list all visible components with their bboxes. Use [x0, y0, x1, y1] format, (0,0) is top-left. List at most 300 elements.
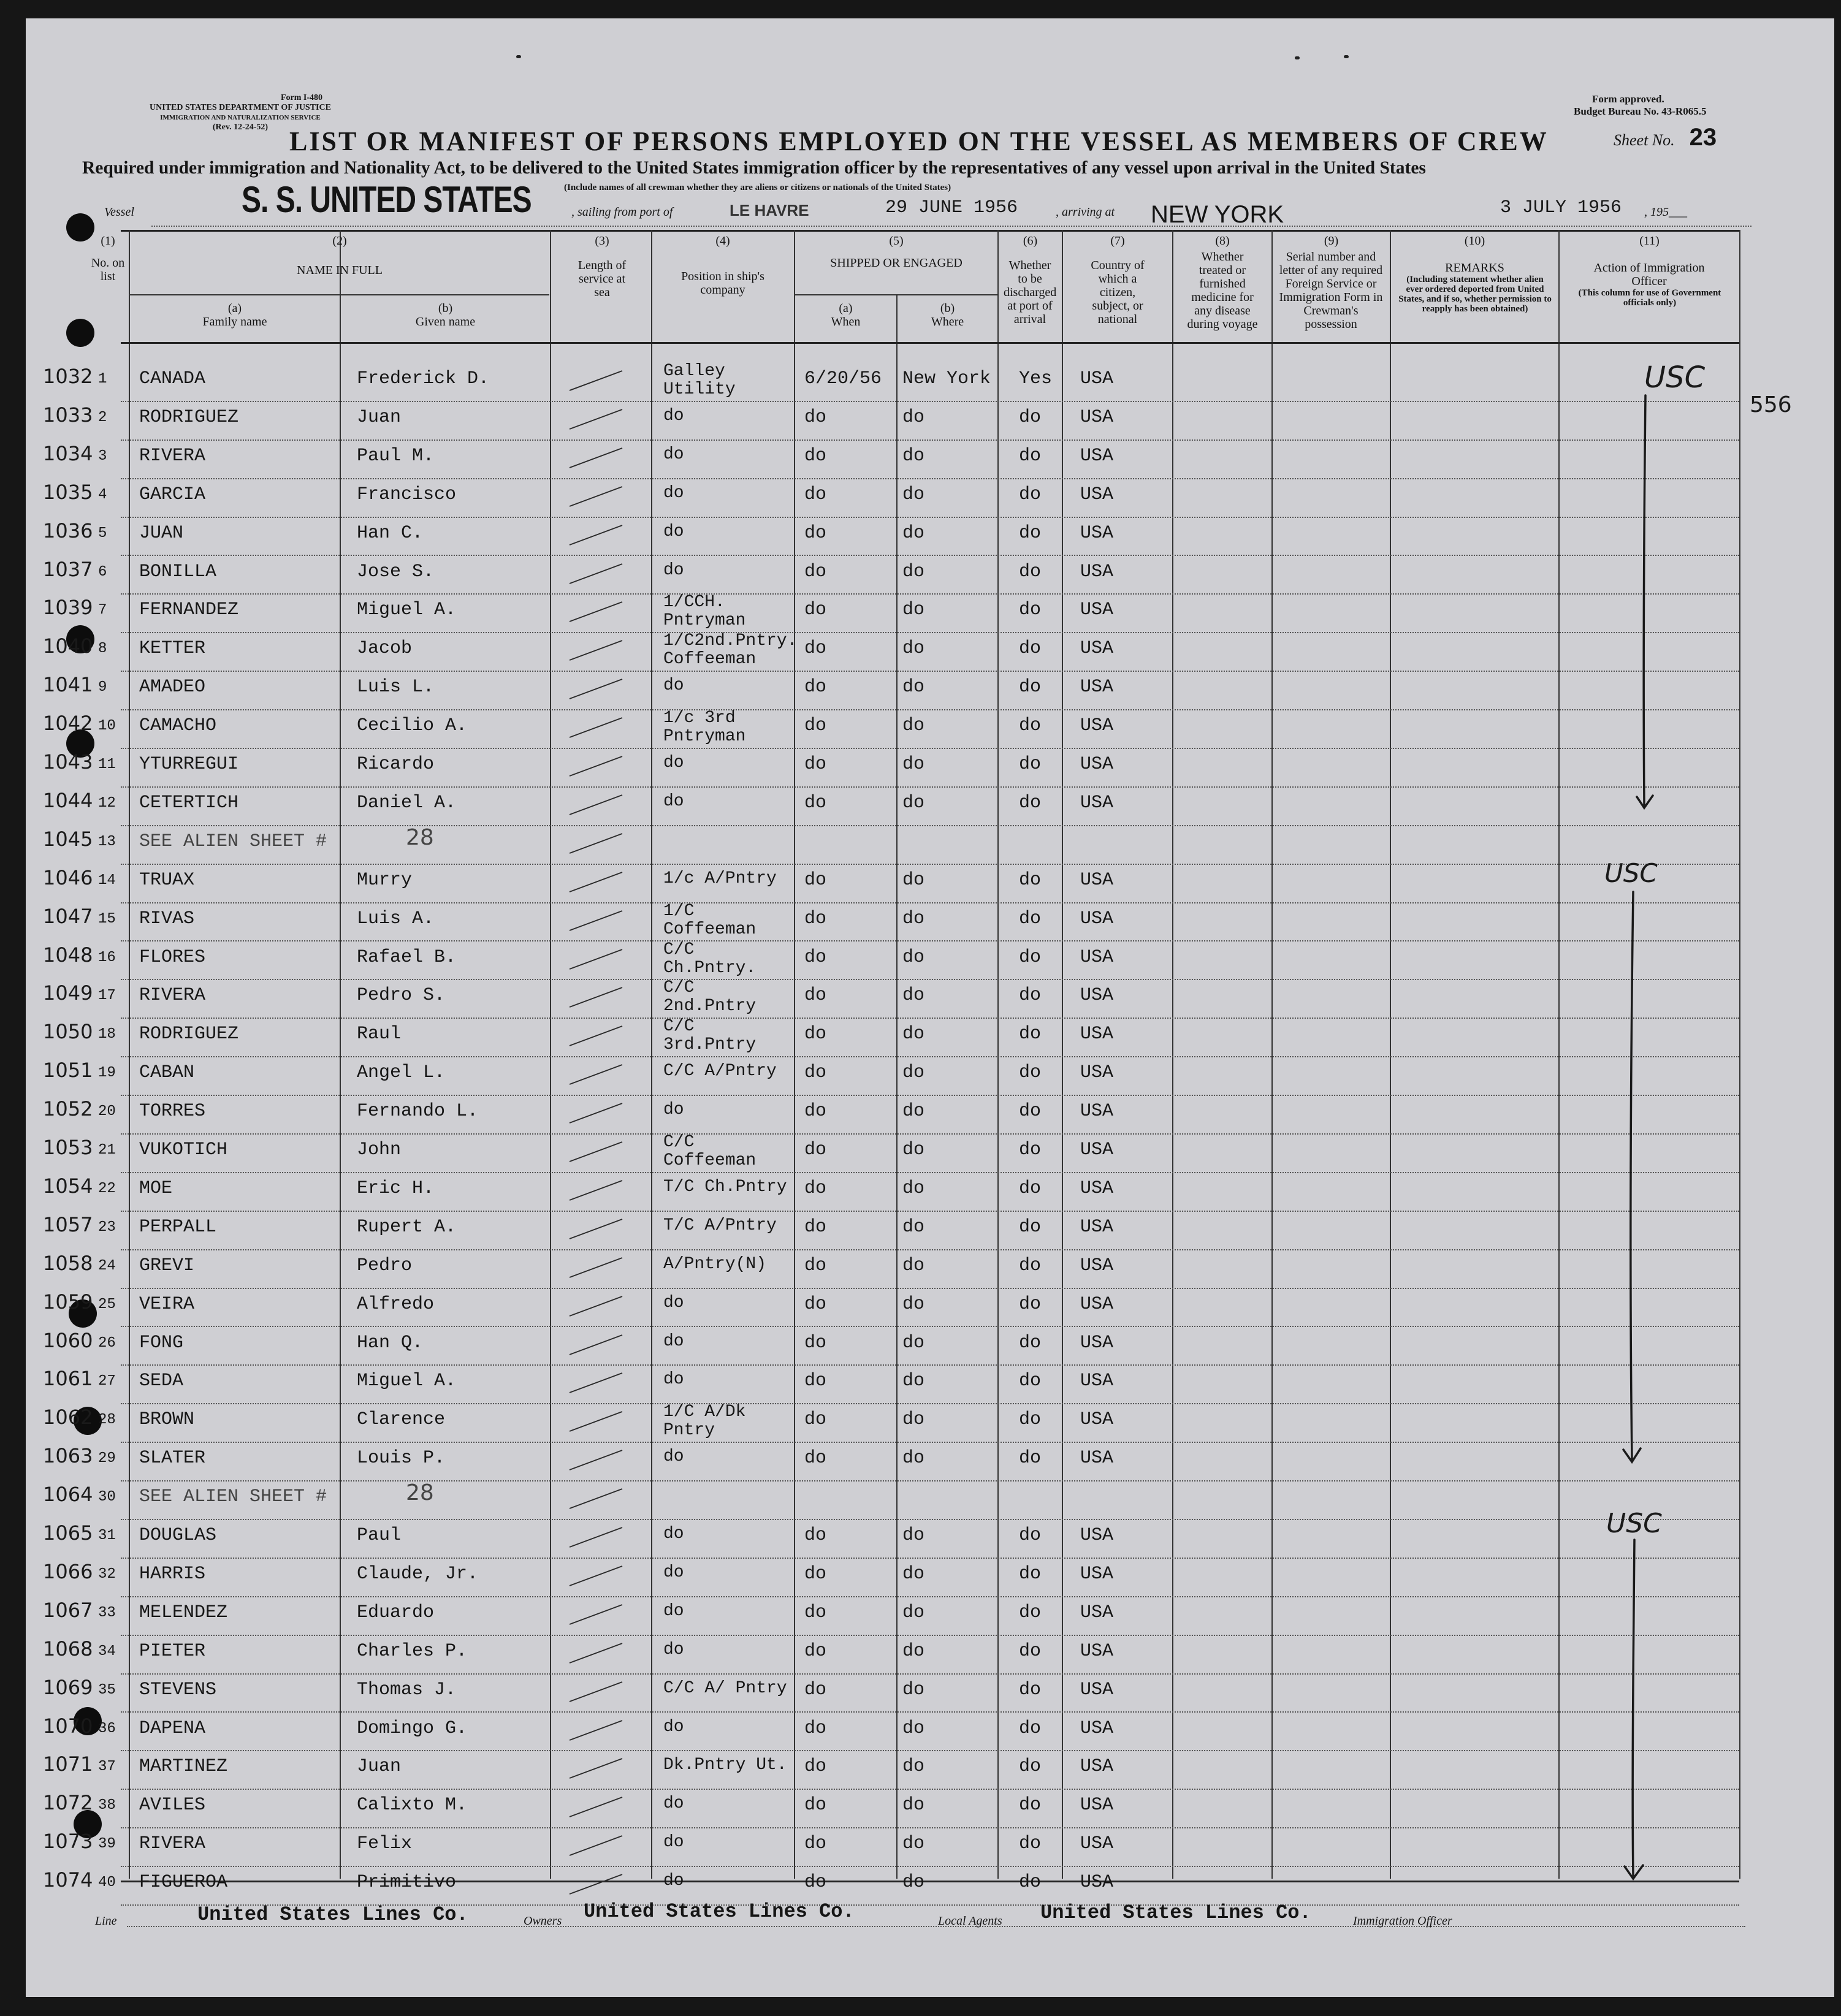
- row-divider: [121, 940, 1739, 941]
- shipped-where: do: [902, 1563, 925, 1584]
- handwritten-list-number: 1071: [43, 1752, 93, 1776]
- shipped-where: do: [902, 1602, 925, 1623]
- row-divider: [121, 1326, 1739, 1327]
- table-row: [26, 1402, 1834, 1444]
- header-col5: [795, 234, 997, 270]
- handwritten-list-number: 1037: [43, 557, 93, 581]
- row-divider: [121, 1635, 1739, 1636]
- shipped-where: do: [902, 985, 925, 1006]
- header-col2-label: NAME IN FULL: [297, 264, 383, 277]
- row-divider: [121, 478, 1739, 479]
- table-row: [26, 558, 1834, 596]
- length-of-service-slash: [562, 561, 630, 586]
- position: C/C Coffeeman: [663, 1133, 757, 1170]
- given-name: Juan: [357, 1756, 402, 1778]
- length-of-service-slash: [562, 1795, 630, 1819]
- given-name: Thomas J.: [357, 1679, 457, 1700]
- row-divider: [121, 1095, 1739, 1096]
- list-number: 5: [98, 525, 107, 542]
- table-row: [26, 901, 1834, 943]
- shipped-when: do: [804, 1139, 827, 1160]
- row-divider: [121, 902, 1739, 903]
- country: USA: [1080, 1216, 1114, 1238]
- department-name: UNITED STATES DEPARTMENT OF JUSTICE: [150, 103, 331, 112]
- handwritten-list-number: 1060: [43, 1328, 93, 1352]
- row-divider: [121, 786, 1739, 788]
- country: USA: [1080, 1525, 1114, 1546]
- header-col3-num: (3): [595, 234, 609, 248]
- length-of-service-slash: [562, 1062, 630, 1087]
- position: do: [663, 483, 684, 503]
- row-divider: [121, 517, 1739, 518]
- shipped-when: do: [804, 1679, 827, 1700]
- budget-bureau-no: Budget Bureau No. 43-R065.5: [1574, 105, 1707, 117]
- row-divider: [121, 979, 1739, 980]
- position: do: [663, 1100, 684, 1120]
- family-name: JUAN: [139, 522, 184, 544]
- country: USA: [1080, 1756, 1114, 1778]
- country: USA: [1080, 1024, 1114, 1045]
- shipped-where: do: [902, 1177, 925, 1199]
- header-col2-num: (2): [332, 234, 347, 248]
- country: USA: [1080, 1177, 1114, 1199]
- position: do: [663, 1601, 684, 1621]
- shipped-when: do: [804, 985, 827, 1006]
- shipped-when: do: [804, 1177, 827, 1199]
- family-name: STEVENS: [139, 1679, 217, 1700]
- header-col2a-label: Family name: [202, 315, 267, 329]
- discharged: do: [1019, 1409, 1042, 1431]
- family-name: AMADEO: [139, 677, 206, 698]
- family-name: RIVERA: [139, 445, 206, 466]
- shipped-when: do: [804, 1409, 827, 1431]
- country: USA: [1080, 1332, 1114, 1353]
- shipped-when: do: [804, 1563, 827, 1584]
- officer-mark: USC: [1644, 360, 1706, 395]
- discharged: do: [1019, 1602, 1042, 1623]
- shipped-where: do: [902, 1409, 925, 1431]
- header-col2: [130, 234, 549, 277]
- discharged: Yes: [1019, 368, 1053, 389]
- position: do: [663, 1833, 684, 1852]
- header-col10-label: REMARKS: [1445, 261, 1504, 275]
- list-number: 21: [98, 1142, 116, 1158]
- discharged: do: [1019, 1139, 1042, 1160]
- given-name: Luis A.: [357, 908, 435, 929]
- discharged: do: [1019, 1795, 1042, 1816]
- given-name: Cecilio A.: [357, 715, 468, 737]
- given-name: Daniel A.: [357, 792, 457, 813]
- given-name: Charles P.: [357, 1640, 468, 1662]
- shipped-when: do: [804, 484, 827, 505]
- discharged: do: [1019, 484, 1042, 505]
- header-col5-label: SHIPPED OR ENGAGED: [830, 256, 962, 270]
- header-col10-note: (Including statement whether alien ever ordered deported from United States, and if so, whether permission to reapply has been obtained): [1398, 275, 1552, 314]
- family-name: KETTER: [139, 638, 206, 660]
- row-divider: [121, 1364, 1739, 1366]
- country: USA: [1080, 1679, 1114, 1700]
- row-divider: [121, 1442, 1739, 1443]
- handwritten-list-number: 1047: [43, 904, 93, 928]
- given-name: Domingo G.: [357, 1717, 468, 1739]
- shipped-when: do: [804, 1872, 827, 1893]
- length-of-service-slash: [562, 1679, 630, 1704]
- given-name: Calixto M.: [357, 1795, 468, 1816]
- family-name: CANADA: [139, 368, 206, 389]
- length-of-service-slash: [562, 947, 630, 972]
- country: USA: [1080, 1139, 1114, 1160]
- row-divider: [121, 1558, 1739, 1559]
- table-row: [26, 1017, 1834, 1059]
- discharged: do: [1019, 1563, 1042, 1584]
- discharged: do: [1019, 522, 1042, 544]
- handwritten-list-number: 1058: [43, 1251, 93, 1275]
- country: USA: [1080, 1640, 1114, 1662]
- family-name: RIVAS: [139, 908, 195, 929]
- family-name: RODRIGUEZ: [139, 406, 239, 428]
- position: 1/c 3rd Pntryman: [663, 709, 746, 747]
- table-row: [26, 1174, 1834, 1213]
- length-of-service-slash: [562, 1448, 630, 1472]
- handwritten-list-number: 1064: [43, 1483, 93, 1507]
- discharged: do: [1019, 1448, 1042, 1469]
- position: C/C Ch.Pntry.: [663, 940, 757, 978]
- sheet-number: 23: [1689, 124, 1717, 151]
- family-name: GARCIA: [139, 484, 206, 505]
- discharged: do: [1019, 561, 1042, 582]
- length-of-service-slash: [562, 1024, 630, 1048]
- family-name: PIETER: [139, 1640, 206, 1662]
- list-number: 34: [98, 1643, 116, 1660]
- handwritten-list-number: 1043: [43, 750, 93, 774]
- table-row: [26, 1714, 1834, 1753]
- list-number: 19: [98, 1065, 116, 1082]
- country: USA: [1080, 715, 1114, 737]
- position: 1/C A/Dk Pntry: [663, 1402, 746, 1440]
- handwritten-list-number: 1066: [43, 1559, 93, 1583]
- row-divider: [121, 709, 1739, 710]
- table-row: [26, 940, 1834, 982]
- shipped-when: do: [804, 754, 827, 775]
- family-name: BONILLA: [139, 561, 217, 582]
- given-name: Miguel A.: [357, 1371, 457, 1392]
- given-name: Louis P.: [357, 1448, 446, 1469]
- list-number: 6: [98, 563, 107, 580]
- footer-underline: [127, 1926, 1745, 1927]
- table-row: [26, 1560, 1834, 1599]
- given-name: Luis L.: [357, 677, 435, 698]
- given-name: Paul: [357, 1525, 402, 1546]
- shipped-where: do: [902, 599, 925, 621]
- header-col5b-label: Where: [931, 315, 964, 329]
- list-number: 28: [98, 1412, 116, 1429]
- header-col3: [565, 234, 639, 299]
- handwritten-list-number: 1042: [43, 712, 93, 736]
- vessel-underline: [151, 226, 1751, 227]
- vessel-name: S. S. UNITED STATES: [242, 180, 532, 221]
- length-of-service-slash: [562, 1718, 630, 1743]
- footer-agents-label: Local Agents: [938, 1914, 1002, 1928]
- header-col11: [1560, 234, 1739, 308]
- table-row: [26, 1830, 1834, 1868]
- discharged: do: [1019, 1062, 1042, 1084]
- given-name: Angel L.: [357, 1062, 446, 1084]
- sailing-date: 29 JUNE 1956: [885, 197, 1018, 218]
- handwritten-list-number: 1054: [43, 1174, 93, 1198]
- service-name: IMMIGRATION AND NATURALIZATION SERVICE: [160, 114, 321, 121]
- shipped-when: do: [804, 1448, 827, 1469]
- list-number: 1: [98, 371, 107, 387]
- handwritten-list-number: 1068: [43, 1637, 93, 1660]
- header-col8: [1173, 234, 1271, 331]
- country: USA: [1080, 406, 1114, 428]
- row-divider: [121, 1056, 1739, 1057]
- discharged: do: [1019, 715, 1042, 737]
- header-col8-num: (8): [1215, 234, 1230, 248]
- shipped-when: do: [804, 677, 827, 698]
- handwritten-list-number: 1074: [43, 1868, 93, 1892]
- family-name: FLORES: [139, 946, 206, 968]
- header-col7: [1063, 234, 1172, 326]
- country: USA: [1080, 908, 1114, 929]
- list-number: 37: [98, 1759, 116, 1776]
- position: do: [663, 560, 684, 580]
- header-col5b-num: (b): [940, 302, 955, 315]
- family-name: CAMACHO: [139, 715, 217, 737]
- length-of-service-slash: [562, 446, 630, 470]
- shipped-when: do: [804, 561, 827, 582]
- discharged: do: [1019, 1717, 1042, 1739]
- discharged: do: [1019, 1679, 1042, 1700]
- position: A/Pntry(N): [663, 1254, 767, 1274]
- country: USA: [1080, 1795, 1114, 1816]
- position: do: [663, 1524, 684, 1543]
- shipped-when: do: [804, 946, 827, 968]
- position: Dk.Pntry Ut.: [663, 1755, 787, 1775]
- country: USA: [1080, 985, 1114, 1006]
- given-name: Miguel A.: [357, 599, 457, 621]
- list-number: 29: [98, 1450, 116, 1467]
- shipped-where: New York: [902, 368, 991, 389]
- header-col3-label: Length of service at sea: [577, 259, 627, 299]
- shipped-where: do: [902, 1640, 925, 1662]
- discharged: do: [1019, 1293, 1042, 1315]
- table-row: [26, 631, 1834, 673]
- list-number: 18: [98, 1026, 116, 1043]
- family-name: FERNANDEZ: [139, 599, 239, 621]
- list-number: 10: [98, 718, 116, 735]
- handwritten-list-number: 1035: [43, 480, 93, 504]
- length-of-service-slash: [562, 1602, 630, 1627]
- list-number: 13: [98, 833, 116, 850]
- discharged: do: [1019, 1833, 1042, 1855]
- row-divider: [121, 1519, 1739, 1520]
- table-row: [26, 1097, 1834, 1136]
- header-col6-num: (6): [1023, 234, 1038, 248]
- page-title: LIST OR MANIFEST OF PERSONS EMPLOYED ON THE VESSEL AS MEMBERS OF CREW: [289, 126, 1549, 156]
- family-name: DAPENA: [139, 1717, 206, 1739]
- shipped-when: do: [804, 792, 827, 813]
- shipped-when: do: [804, 1640, 827, 1662]
- punch-hole: [66, 319, 94, 347]
- shipped-where: do: [902, 1216, 925, 1238]
- country: USA: [1080, 792, 1114, 813]
- length-of-service-slash: [562, 1833, 630, 1858]
- shipped-where: do: [902, 1139, 925, 1160]
- table-row: [26, 1480, 1834, 1521]
- header-col2a: [130, 302, 340, 329]
- table-row: [26, 1213, 1834, 1252]
- handwritten-list-number: 1051: [43, 1059, 93, 1082]
- list-number: 26: [98, 1334, 116, 1352]
- discharged: do: [1019, 908, 1042, 929]
- header-col4-num: (4): [715, 234, 730, 248]
- position: do: [663, 1871, 684, 1891]
- shipped-when: do: [804, 599, 827, 621]
- family-name: GREVI: [139, 1255, 195, 1276]
- length-of-service-slash: [562, 1294, 630, 1318]
- table-row: [26, 403, 1834, 442]
- family-name: PERPALL: [139, 1216, 217, 1238]
- vessel-label: Vessel: [104, 205, 134, 219]
- length-of-service-slash: [562, 523, 630, 547]
- header-col2a-num: (a): [227, 302, 242, 315]
- discharged: do: [1019, 445, 1042, 466]
- given-name: Rafael B.: [357, 946, 457, 968]
- shipped-when: do: [804, 1062, 827, 1084]
- given-name: Rupert A.: [357, 1216, 457, 1238]
- row-divider: [121, 1673, 1739, 1675]
- header-col10: [1391, 234, 1558, 314]
- table-row: [26, 1444, 1834, 1483]
- discharged: do: [1019, 985, 1042, 1006]
- given-name: Han C.: [357, 522, 424, 544]
- dust-speck: [1295, 56, 1300, 59]
- footer-owners-value: United States Lines Co.: [584, 1900, 855, 1923]
- length-of-service-slash: [562, 1872, 630, 1896]
- length-of-service-slash: [562, 638, 630, 663]
- row-divider: [121, 671, 1739, 672]
- position: do: [663, 1562, 684, 1582]
- row-divider: [121, 864, 1739, 865]
- country: USA: [1080, 1563, 1114, 1584]
- header-col5a: [795, 302, 896, 329]
- position: C/C 2nd.Pntry: [663, 978, 757, 1016]
- discharged: do: [1019, 599, 1042, 621]
- country: USA: [1080, 869, 1114, 891]
- discharged: do: [1019, 1216, 1042, 1238]
- row-divider: [121, 1211, 1739, 1212]
- handwritten-list-number: 1069: [43, 1675, 93, 1699]
- country: USA: [1080, 484, 1114, 505]
- footer-agents-value: United States Lines Co.: [1040, 1901, 1311, 1924]
- shipped-when: do: [804, 1756, 827, 1778]
- shipped-when: do: [804, 445, 827, 466]
- family-name: SLATER: [139, 1448, 206, 1469]
- handwritten-list-number: 1041: [43, 673, 93, 697]
- handwritten-list-number: 1072: [43, 1791, 93, 1815]
- list-number: 33: [98, 1604, 116, 1621]
- shipped-where: do: [902, 561, 925, 582]
- header-col2b-label: Given name: [415, 315, 476, 329]
- table-row: [26, 593, 1834, 634]
- handwritten-list-number: 1033: [43, 403, 93, 427]
- list-number: 15: [98, 910, 116, 927]
- discharged: do: [1019, 1640, 1042, 1662]
- table-row: [26, 1791, 1834, 1830]
- officer-mark: USC: [1604, 858, 1658, 888]
- shipped-when: do: [804, 1717, 827, 1739]
- shipped-where: do: [902, 1101, 925, 1122]
- position: do: [663, 1717, 684, 1736]
- arrival-date: 3 JULY 1956: [1500, 197, 1622, 218]
- discharged: do: [1019, 406, 1042, 428]
- given-name: Alfredo: [357, 1293, 435, 1315]
- discharged: do: [1019, 792, 1042, 813]
- header-col9: [1273, 234, 1390, 331]
- handwritten-list-number: 1067: [43, 1598, 93, 1622]
- country: USA: [1080, 1833, 1114, 1855]
- length-of-service-slash: [562, 1139, 630, 1164]
- list-number: 8: [98, 641, 107, 658]
- annotation-556: 556: [1750, 392, 1792, 417]
- length-of-service-slash: [562, 599, 630, 624]
- family-name: FIGUEROA: [139, 1872, 228, 1893]
- list-number: 32: [98, 1565, 116, 1583]
- table-row: [26, 673, 1834, 712]
- shipped-when: do: [804, 1833, 827, 1855]
- handwritten-list-number: 1032: [43, 365, 93, 388]
- shipped-where: do: [902, 946, 925, 968]
- country: USA: [1080, 1255, 1114, 1276]
- list-number: 22: [98, 1180, 116, 1197]
- shipped-when: do: [804, 1024, 827, 1045]
- table-row: [26, 442, 1834, 481]
- shipped-when: do: [804, 715, 827, 737]
- shipped-where: do: [902, 869, 925, 891]
- footer-line-label: Line: [95, 1914, 117, 1928]
- family-name: CABAN: [139, 1062, 195, 1084]
- country: USA: [1080, 522, 1114, 544]
- shipped-where: do: [902, 1448, 925, 1469]
- list-number: 40: [98, 1874, 116, 1892]
- row-divider: [121, 748, 1739, 749]
- header-col11-note: (This column for use of Government officials only): [1578, 288, 1721, 308]
- manifest-page: [26, 18, 1834, 1997]
- table-row: [26, 1290, 1834, 1329]
- list-number: 2: [98, 409, 107, 426]
- given-name: Pedro S.: [357, 985, 446, 1006]
- handwritten-list-number: 1036: [43, 519, 93, 542]
- given-name: Paul M.: [357, 445, 435, 466]
- row-divider: [121, 825, 1739, 826]
- given-name: Eric H.: [357, 1177, 435, 1199]
- shipped-where: do: [902, 715, 925, 737]
- table-row: [26, 1521, 1834, 1560]
- shipped-where: do: [902, 484, 925, 505]
- length-of-service-slash: [562, 1217, 630, 1241]
- country: USA: [1080, 1062, 1114, 1084]
- table-row: [26, 481, 1834, 519]
- discharged: do: [1019, 1177, 1042, 1199]
- length-of-service-slash: [562, 985, 630, 1010]
- shipped-where: do: [902, 792, 925, 813]
- shipped-where: do: [902, 754, 925, 775]
- list-number: 3: [98, 447, 107, 465]
- given-name: Clarence: [357, 1409, 446, 1431]
- given-name: Ricardo: [357, 754, 435, 775]
- list-number: 31: [98, 1527, 116, 1544]
